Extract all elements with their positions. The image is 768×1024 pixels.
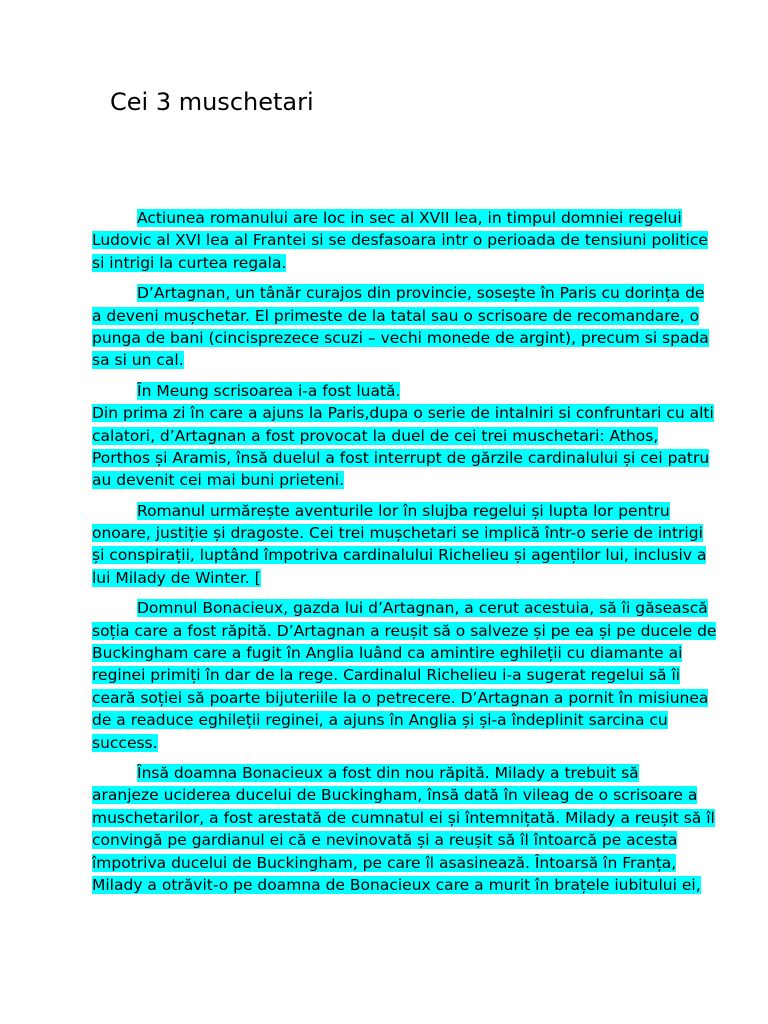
highlighted-text: Milady a otrăvit-o pe doamna de Bonacieux care a murit în brațele iubitului ei, [92, 875, 701, 894]
text-line [92, 327, 709, 349]
text-line [92, 732, 672, 754]
text-line [92, 402, 714, 424]
highlighted-text: a deveni mușchetar. El primeste de la tatal sau o scrisoare de recomandare, o [92, 306, 700, 325]
text-line [92, 500, 672, 522]
text-line [92, 447, 710, 469]
highlighted-text: lui Milady de Winter. [ [92, 568, 261, 587]
highlighted-text: Însă doamna Bonacieux a fost din nou răpită. Milady a trebuit să [137, 763, 639, 782]
highlighted-text: onoare, justiție și dragoste. Cei trei mușchetari se implică într-o serie de intrigi [92, 524, 703, 543]
text-line [92, 425, 672, 447]
highlighted-text: punga de bani (cincisprezece scuzi – vechi monede de argint), precum si spada [92, 328, 709, 347]
text-line [92, 207, 682, 229]
text-line [92, 709, 672, 731]
document-body [92, 207, 717, 904]
text-line [92, 597, 708, 619]
text-line [92, 469, 672, 491]
highlighted-text: Din prima zi în care a ajuns la Paris,dupa o serie de intalniri si confruntari cu alti [92, 404, 714, 423]
paragraph-3 [92, 380, 714, 492]
text-line [92, 807, 715, 829]
text-line [92, 852, 677, 874]
text-line [92, 252, 672, 274]
text-line [92, 874, 701, 896]
text-line [92, 620, 717, 642]
highlighted-text: aranjeze uciderea ducelui de Buckingham, însă dată în vileag de o scrisoare a [92, 786, 698, 805]
document-title: Cei 3 muschetari [110, 88, 314, 116]
text-line [92, 380, 672, 402]
highlighted-text: Domnul Bonacieux, gazda lui d’Artagnan, a cerut acestuia, să îi găsească [137, 599, 708, 618]
highlighted-text: de a readuce eghileții reginei, a ajuns în Anglia și și-a îndeplinit sarcina cu [92, 711, 668, 730]
text-line [92, 567, 672, 589]
text-line [92, 282, 705, 304]
paragraph-5 [92, 597, 717, 754]
highlighted-text: D’Artagnan, un tânăr curajos din provincie, sosește în Paris cu dorința de [137, 284, 705, 303]
text-line [92, 829, 678, 851]
text-line [92, 784, 698, 806]
highlighted-text: muschetarilor, a fost arestată de cumnatul ei și întemnițată. Milady a reușit să îl [92, 808, 715, 827]
text-line [92, 544, 707, 566]
highlighted-text: au devenit cei mai buni prieteni. [92, 471, 345, 490]
highlighted-text: calatori, d’Artagnan a fost provocat la duel de cei trei muschetari: Athos, [92, 426, 659, 445]
highlighted-text: success. [92, 733, 158, 752]
text-line [92, 349, 672, 371]
highlighted-text: convingă pe gardianul ei că e nevinovată și a reușit să îl întoarcă pe acesta [92, 831, 678, 850]
text-line [92, 687, 709, 709]
text-line [92, 522, 703, 544]
paragraph-4 [92, 500, 707, 590]
highlighted-text: Buckingham care a fugit în Anglia luând ca amintire eghileții cu diamante ai [92, 644, 683, 663]
highlighted-text: Porthos și Aramis, însă duelul a fost interrupt de gărzile cardinalului și cei patru [92, 448, 710, 467]
highlighted-text: sa si un cal. [92, 351, 184, 370]
paragraph-1 [92, 207, 708, 274]
paragraph-2 [92, 282, 709, 372]
highlighted-text: împotriva ducelui de Buckingham, pe care îl asasinează. Întoarsă în Franța, [92, 853, 677, 872]
text-line [92, 305, 700, 327]
highlighted-text: reginei primiți în dar de la rege. Cardinalul Richelieu i-a sugerat regelui să îi [92, 666, 681, 685]
highlighted-text: ceară soției să poarte bijuteriile la o petrecere. D’Artagnan a pornit în misiunea [92, 688, 709, 707]
text-line [92, 642, 683, 664]
highlighted-text: Romanul urmărește aventurile lor în slujba regelui și lupta lor pentru [137, 501, 670, 520]
text-line [92, 229, 708, 251]
highlighted-text: Ludovic al XVI lea al Frantei si se desfasoara intr o perioada de tensiuni politice [92, 231, 708, 250]
text-line [92, 762, 672, 784]
highlighted-text: Actiunea romanului are loc in sec al XVII lea, in timpul domniei regelui [137, 209, 682, 227]
highlighted-text: si intrigi la curtea regala. [92, 253, 287, 272]
paragraph-6 [92, 762, 715, 896]
highlighted-text: În Meung scrisoarea i-a fost luată. [137, 381, 401, 400]
highlighted-text: soția care a fost răpită. D’Artagnan a reușit să o salveze și pe ea și pe ducele de [92, 621, 717, 640]
highlighted-text: și conspirații, luptând împotriva cardinalului Richelieu și agenților lui, inclusiv a [92, 546, 707, 565]
text-line [92, 664, 681, 686]
